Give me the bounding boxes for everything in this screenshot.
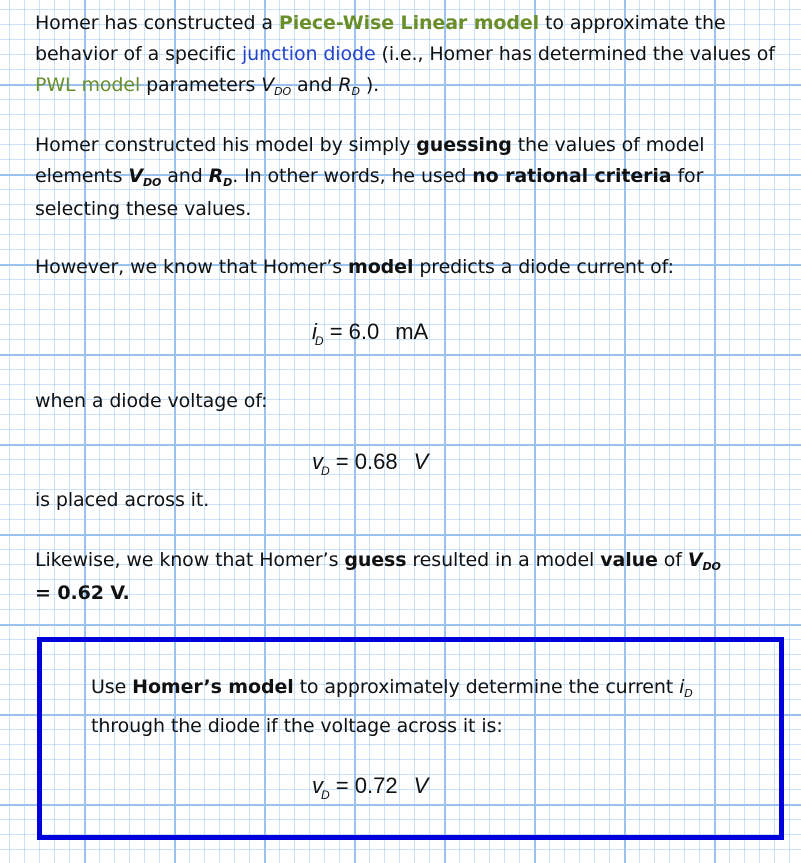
text: ). [359, 74, 380, 96]
current-equation [312, 317, 428, 350]
homers-model-term: Homer’s model [132, 676, 294, 698]
guess-result-paragraph [35, 545, 775, 609]
text: Use [91, 676, 133, 698]
text: However, we know that Homer’s [35, 256, 349, 278]
text: Likewise, we know that Homer’s [35, 549, 345, 571]
text: parameters [140, 74, 262, 96]
text: . In other words, he used [232, 165, 473, 187]
pwl-model-term-2: PWL model [35, 74, 141, 96]
text: resulted in a model [406, 549, 601, 571]
voltage-value: = 0.68 [335, 449, 398, 474]
intro-paragraph [35, 8, 775, 103]
guess-term: guess [344, 549, 407, 571]
current-symbol: $i_D$ [679, 676, 693, 700]
placed-across-paragraph [35, 485, 775, 516]
current-var: i [312, 319, 317, 344]
text: (i.e., Homer has determined the values of [375, 43, 775, 65]
text: to approximately determine the current [293, 676, 680, 698]
guessing-term: guessing [416, 134, 512, 156]
text: Homer has constructed a [35, 12, 279, 34]
model-term: model [348, 256, 414, 278]
no-rational-criteria-term: no rational criteria [472, 165, 672, 187]
text: to approximate the behavior of a specific [35, 12, 726, 65]
rd-symbol: $R_D$ [208, 165, 233, 189]
target-voltage-unit: V [413, 773, 429, 798]
text: for selecting these values. [35, 165, 704, 220]
voltage-var: v [312, 449, 323, 474]
guessing-paragraph [35, 130, 775, 225]
text: when a diode voltage of: [35, 390, 268, 412]
current-value: = 6.0 [329, 319, 380, 344]
voltage-unit: V [413, 449, 429, 474]
voltage-intro-paragraph [35, 386, 775, 417]
target-voltage-equation [312, 771, 428, 804]
vdo-symbol: $V_{DO}$ [261, 74, 292, 98]
text: and [291, 74, 339, 96]
problem-statement [91, 669, 751, 744]
text: the values of model elements [35, 134, 705, 187]
text: of [657, 549, 688, 571]
current-unit: mA [395, 319, 429, 344]
vdo-symbol: $V_{DO}$ [687, 549, 721, 573]
prediction-paragraph [35, 252, 775, 283]
current-sub: D [314, 334, 324, 348]
voltage-sub: D [321, 464, 330, 478]
text: predicts a diode current of: [413, 256, 674, 278]
target-voltage-sub: D [321, 788, 330, 802]
text: through the diode if the voltage across it is: [91, 715, 503, 737]
target-voltage-var: v [312, 773, 323, 798]
vdo-symbol: $V_{DO}$ [128, 165, 162, 189]
target-voltage-value: = 0.72 [335, 773, 398, 798]
vdo-value: = 0.62 V. [35, 582, 130, 604]
value-term: value [600, 549, 658, 571]
rd-symbol: $R_D$ [338, 74, 360, 98]
text: and [161, 165, 209, 187]
voltage-equation [312, 447, 428, 480]
text: Homer constructed his model by simply [35, 134, 417, 156]
junction-diode-link[interactable]: junction diode [242, 43, 376, 65]
pwl-model-term: Piece-Wise Linear model [278, 12, 540, 34]
text: is placed across it. [35, 489, 210, 511]
